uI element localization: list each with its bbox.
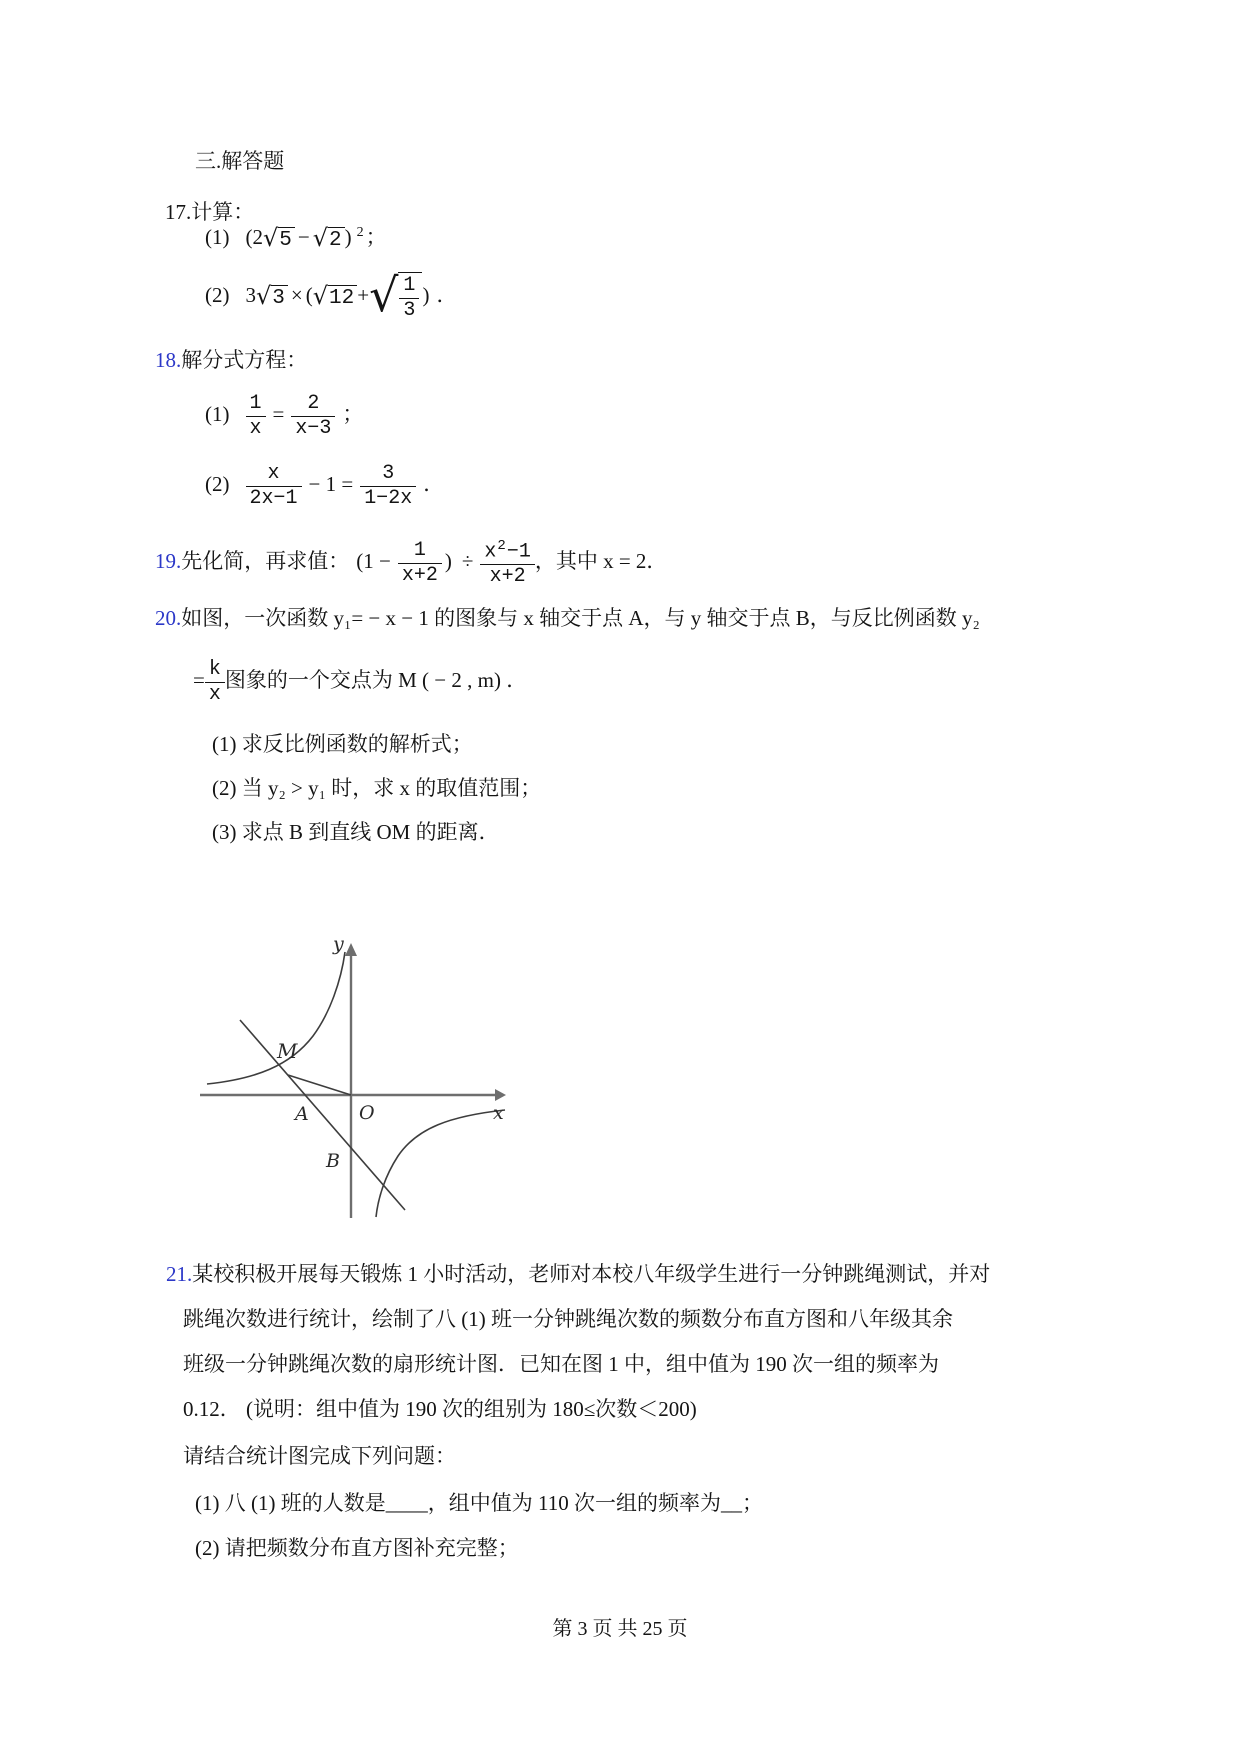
p20-number: 20. — [155, 606, 182, 630]
p21-line5: 请结合统计图完成下列问题： — [183, 1444, 456, 1468]
p18-item1 — [205, 392, 370, 440]
p18-heading — [155, 344, 307, 374]
formula-open: (1 − — [356, 549, 391, 574]
formula-open: ( — [305, 282, 313, 307]
p20-line1 — [155, 602, 980, 632]
p17-item1 — [205, 221, 387, 252]
condition-text: ，其中 x = 2． — [534, 549, 668, 574]
fraction-numerator: 1 — [246, 392, 266, 417]
hyperbola-branch-lower-right — [376, 1110, 505, 1217]
point-label-M: M — [277, 1039, 298, 1063]
fraction-denominator: 1−2x — [364, 486, 413, 510]
formula-close: ) — [344, 225, 352, 249]
sqrt-symbol: √ — [312, 282, 329, 311]
page-footer: 第 3 页 共 25 页 — [552, 1618, 688, 1640]
fraction-numerator: 1 — [398, 539, 442, 564]
p19-number: 19. — [155, 549, 182, 574]
section-title: 三.解答题 — [195, 149, 285, 173]
fraction — [398, 539, 442, 587]
point-label-B: B — [326, 1150, 340, 1172]
fraction-k-over-x — [205, 658, 225, 706]
fraction-numerator: k — [205, 658, 225, 683]
p20-statement: 如图，一次函数 y₁= − x − 1 的图象与 x 轴交于点 A，与 y 轴交于点 B，与反比例函数 y₂ — [181, 606, 980, 630]
fraction — [399, 274, 419, 322]
times-sign: × — [290, 282, 303, 307]
sqrt-radical-fraction — [369, 268, 422, 322]
formula-close: ) — [422, 282, 430, 307]
sqrt-radical — [313, 226, 345, 252]
item-marker: (1) — [205, 401, 230, 426]
equals-sign: = — [272, 401, 285, 426]
sqrt-symbol: √ — [256, 282, 272, 311]
radicand: 2 — [328, 227, 345, 252]
punctuation: ． — [436, 282, 458, 307]
numerator-rest: −1 — [506, 540, 531, 564]
sqrt-radical — [256, 284, 288, 310]
p20-statement-continued: 图象的一个交点为 M ( − 2 , m) ． — [224, 667, 528, 692]
p21-line3: 班级一分钟跳绳次数的扇形统计图．已知在图 1 中，组中值为 190 次一组的频率为 — [183, 1352, 939, 1376]
line-AB — [240, 1020, 405, 1210]
plus-sign: + — [357, 282, 370, 307]
fraction — [480, 538, 534, 589]
radicand: 5 — [278, 227, 295, 252]
fraction-numerator: x — [246, 462, 302, 487]
sqrt-symbol: √ — [312, 224, 329, 253]
radicand: 12 — [328, 285, 357, 310]
item-marker: (2) — [205, 471, 230, 496]
p21-subitem2: (2) 请把频数分布直方图补充完整； — [195, 1536, 519, 1560]
fraction-numerator — [480, 538, 534, 565]
fraction-numerator: 2 — [291, 392, 335, 417]
p20-subitem3: (3) 求点 B 到直线 OM 的距离． — [212, 820, 500, 844]
formula-close: ) — [444, 549, 452, 574]
p21-line2: 跳绳次数进行统计，绘制了八 (1) 班一分钟跳绳次数的频数分布直方图和八年级其余 — [183, 1307, 953, 1331]
exponent: 2 — [497, 538, 506, 554]
p18-title: 解分式方程： — [181, 348, 308, 372]
p19-line — [155, 538, 667, 589]
fraction — [291, 392, 335, 440]
p21-subitem1: (1) 八 (1) 班的人数是____，组中值为 110 次一组的频率为__； — [195, 1491, 763, 1515]
sqrt-radical — [313, 284, 358, 310]
point-label-A: A — [295, 1103, 309, 1125]
radicand — [398, 272, 422, 322]
item-marker: (1) — [205, 225, 230, 249]
minus-one-equals: − 1 = — [308, 471, 354, 496]
p17-item2 — [205, 268, 464, 322]
fraction-denominator: x+2 — [489, 565, 526, 589]
minus-sign: − — [297, 225, 310, 249]
function-graph-figure — [195, 936, 510, 1228]
fraction-denominator: x+2 — [401, 563, 438, 587]
fraction-numerator: 1 — [399, 274, 419, 299]
p21-number: 21. — [166, 1262, 193, 1286]
fraction-denominator: x−3 — [295, 416, 332, 440]
punctuation: ； — [342, 401, 364, 426]
formula-open: (2 — [245, 225, 263, 249]
hyperbola-branch-upper-left — [207, 952, 345, 1084]
exponent: 2 — [356, 225, 364, 240]
axis-label-y: y — [333, 936, 344, 955]
p21-line4: 0.12． (说明：组中值为 190 次的组别为 180≤次数＜200) — [183, 1397, 697, 1421]
radicand: 3 — [271, 285, 288, 310]
p18-number: 18. — [155, 348, 182, 372]
coordinate-plane — [195, 936, 510, 1228]
p20-subitem1: (1) 求反比例函数的解析式； — [212, 732, 473, 756]
p17-number: 17. — [165, 200, 192, 224]
p19-title: 先化简，再求值： — [181, 549, 350, 574]
item-marker: (2) — [205, 282, 230, 307]
p17-title: 计算： — [191, 200, 255, 224]
p20-line2 — [193, 658, 527, 706]
fraction-denominator: 3 — [403, 298, 416, 322]
fraction — [360, 462, 416, 510]
equals-sign: = — [193, 667, 205, 692]
x-axis-arrow — [495, 1089, 506, 1101]
p20-subitem2: (2) 当 y₂ > y₁ 时，求 x 的取值范围； — [212, 776, 542, 800]
fraction — [246, 392, 266, 440]
axis-label-x: x — [493, 1102, 504, 1124]
p21-line1 — [166, 1258, 990, 1288]
variable: x — [484, 540, 497, 564]
sqrt-radical — [263, 226, 295, 252]
coefficient: 3 — [245, 282, 256, 307]
p21-statement: 某校积极开展每天锻炼 1 小时活动，老师对本校八年级学生进行一分钟跳绳测试，并对 — [192, 1262, 991, 1286]
sqrt-symbol: √ — [263, 224, 279, 253]
punctuation: ； — [365, 225, 387, 249]
y-axis-arrow — [345, 943, 357, 956]
fraction-denominator: x — [249, 416, 262, 440]
origin-label: O — [359, 1102, 375, 1124]
punctuation: ． — [423, 471, 445, 496]
sqrt-symbol: √ — [369, 268, 399, 322]
fraction-numerator: 3 — [360, 462, 416, 487]
fraction-denominator: x — [208, 682, 221, 706]
fraction-denominator: 2x−1 — [249, 486, 298, 510]
fraction — [246, 462, 302, 510]
p18-item2 — [205, 462, 451, 510]
division-sign: ÷ — [461, 549, 474, 574]
